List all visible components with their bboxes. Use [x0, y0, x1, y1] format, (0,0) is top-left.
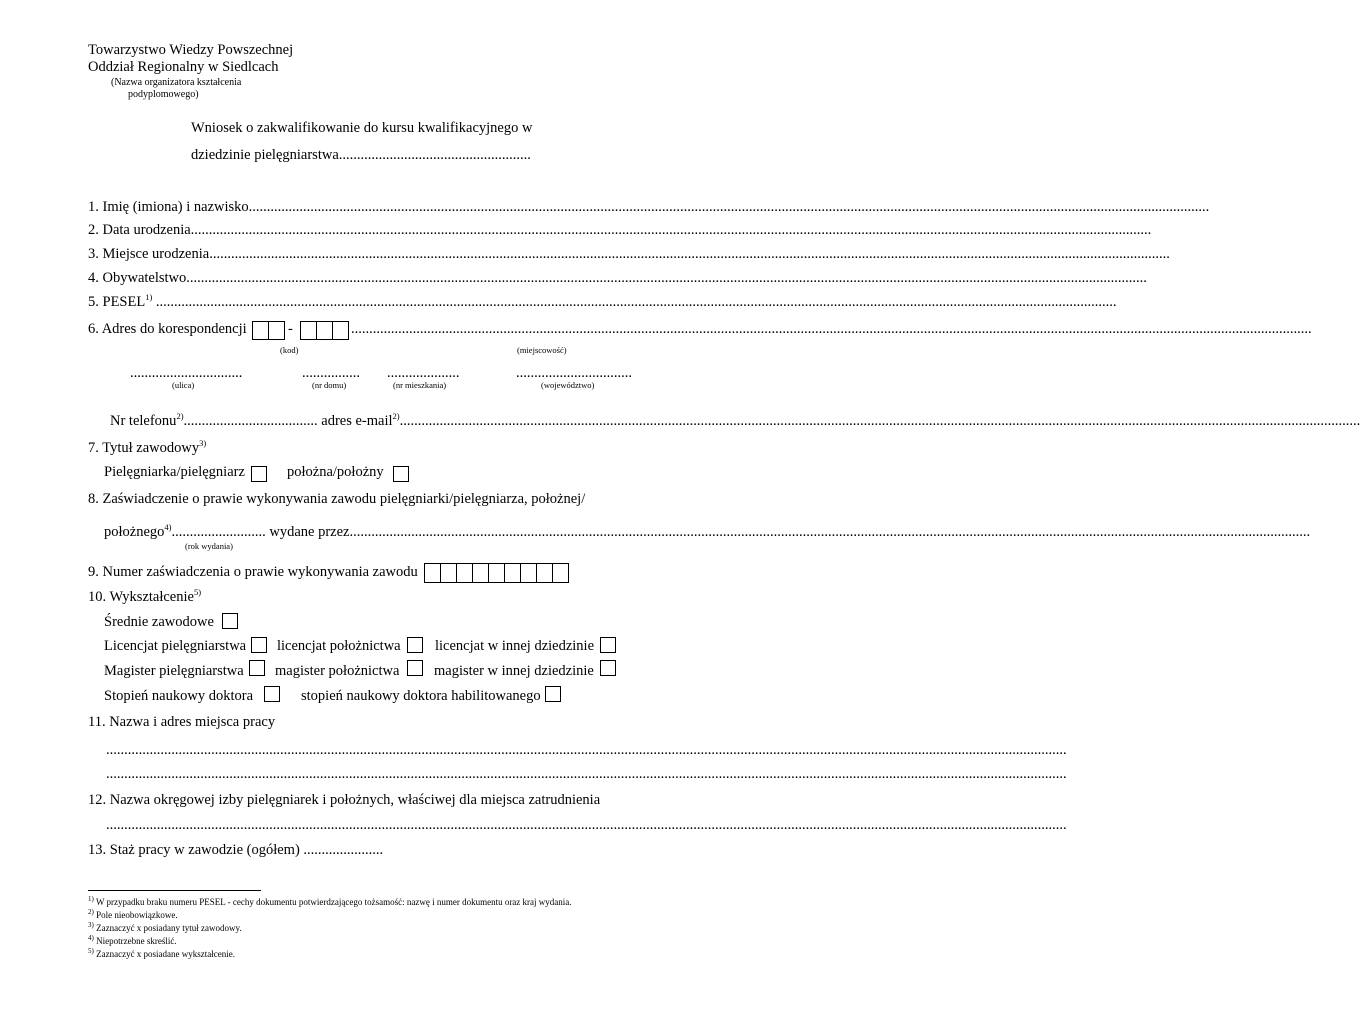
edu-mgr-midwifery-label: magister położnictwa: [275, 663, 400, 679]
license-issuer-blank[interactable]: .........................................................................................................................................................................................................................................................................: [349, 524, 1311, 540]
flat-number-blank[interactable]: ....................: [387, 365, 460, 381]
field-workplace: 11. Nazwa i adres miejsca pracy: [88, 714, 276, 730]
edu-habilitation-checkbox[interactable]: [545, 686, 561, 702]
field-name: 1. Imię (imiona) i nazwisko.........................................................................................................................................................................................................................................................................: [88, 199, 1210, 215]
postal-code-part2[interactable]: [300, 321, 349, 341]
field-license-number: 9. Numer zaświadczenia o prawie wykonywania zawodu: [88, 564, 418, 580]
edu-doctor-checkbox[interactable]: [264, 686, 280, 702]
field-license-line2: położnego$^{4)}$.......................... wydane przez.........................................................................................................................................................................................................................................................................: [104, 522, 1311, 540]
field-education: 10. Wykształcenie$^{5)}$: [88, 587, 202, 605]
organizer-name-line1: Towarzystwo Wiedzy Powszechnej: [88, 42, 294, 58]
workplace-blank-line2[interactable]: .........................................................................................................................................................................................................................................................................: [106, 766, 1067, 782]
edu-mgr-midwifery-checkbox[interactable]: [407, 660, 423, 676]
name-blank[interactable]: .........................................................................................................................................................................................................................................................................: [248, 199, 1210, 215]
chamber-blank[interactable]: .........................................................................................................................................................................................................................................................................: [106, 817, 1067, 833]
edu-mgr-nursing-checkbox[interactable]: [249, 660, 265, 676]
birth-place-blank[interactable]: .........................................................................................................................................................................................................................................................................: [209, 246, 1170, 262]
edu-lic-other-label: licencjat w innej dziedzinie: [435, 638, 595, 654]
edu-secondary-label: Średnie zawodowe: [104, 614, 214, 630]
caption-nr-domu: (nr domu): [312, 380, 347, 390]
edu-doctor-label: Stopień naukowy doktora: [104, 688, 254, 704]
workplace-blank-line1[interactable]: .........................................................................................................................................................................................................................................................................: [106, 742, 1067, 758]
edu-lic-other-checkbox[interactable]: [600, 637, 616, 653]
field-contact: Nr telefonu$^{2)}$..................................... adres e-mail$^{2)}$.........................................................................................................................................................................................................................................................................: [110, 411, 1360, 429]
phone-blank[interactable]: .....................................: [183, 413, 318, 429]
house-number-blank[interactable]: ................: [302, 365, 360, 381]
nurse-checkbox[interactable]: [251, 466, 267, 482]
caption-rok-wydania: (rok wydania): [185, 541, 233, 551]
edu-lic-nursing-checkbox[interactable]: [251, 637, 267, 653]
footnote-separator: [88, 890, 261, 891]
license-year-blank[interactable]: ..........................: [171, 524, 266, 540]
organizer-caption-line2: podyplomowego): [128, 89, 199, 100]
form-title-line1: Wniosek o zakwalifikowanie do kursu kwalifikacyjnego w: [191, 120, 533, 136]
organizer-caption-line1: (Nazwa organizatora kształcenia: [111, 77, 242, 88]
postal-code-dash: -: [288, 321, 293, 337]
footnote-1: $^{1)}$ W przypadku braku numeru PESEL - cechy dokumentu potwierdzającego tożsamość: nazwę i numer dokumentu oraz kraj wydania.: [88, 895, 572, 907]
voivodeship-blank[interactable]: ................................: [516, 365, 632, 381]
edu-lic-nursing-label: Licencjat pielęgniarstwa: [104, 638, 247, 654]
edu-secondary-checkbox[interactable]: [222, 613, 238, 629]
title-option-nurse: Pielęgniarka/pielęgniarz: [104, 464, 245, 480]
citizenship-blank[interactable]: .........................................................................................................................................................................................................................................................................: [186, 270, 1147, 286]
specialty-blank[interactable]: .....................................................: [338, 147, 531, 163]
field-pesel: 5. PESEL$^{1)}$ .........................................................................................................................................................................................................................................................................: [88, 292, 1117, 310]
pesel-blank[interactable]: .........................................................................................................................................................................................................................................................................: [155, 294, 1117, 310]
city-blank[interactable]: .........................................................................................................................................................................................................................................................................: [351, 321, 1312, 337]
edu-lic-midwifery-checkbox[interactable]: [407, 637, 423, 653]
edu-mgr-other-checkbox[interactable]: [600, 660, 616, 676]
field-chamber: 12. Nazwa okręgowej izby pielęgniarek i położnych, właściwej dla miejsca zatrudnienia: [88, 792, 601, 808]
field-address-label: 6. Adres do korespondencji: [88, 321, 247, 337]
caption-kod: (kod): [280, 345, 299, 355]
field-citizenship: 4. Obywatelstwo.........................................................................................................................................................................................................................................................................: [88, 270, 1147, 286]
footnote-2: $^{2)}$ Pole nieobowiązkowe.: [88, 908, 178, 920]
caption-miejscowosc: (miejscowość): [517, 345, 567, 355]
edu-habilitation-label: stopień naukowy doktora habilitowanego: [301, 688, 541, 704]
field-professional-title: 7. Tytuł zawodowy$^{3)}$: [88, 438, 207, 456]
field-birth-place: 3. Miejsce urodzenia.........................................................................................................................................................................................................................................................................: [88, 246, 1170, 262]
street-blank[interactable]: ...............................: [130, 365, 243, 381]
field-license-line1: 8. Zaświadczenie o prawie wykonywania zawodu pielęgniarki/pielęgniarza, położnej/: [88, 491, 586, 507]
edu-mgr-nursing-label: Magister pielęgniarstwa: [104, 663, 244, 679]
midwife-checkbox[interactable]: [393, 466, 409, 482]
organizer-name-line2: Oddział Regionalny w Siedlcach: [88, 59, 279, 75]
caption-ulica: (ulica): [172, 380, 195, 390]
postal-code-part1[interactable]: [252, 321, 285, 341]
footnote-3: $^{3)}$ Zaznaczyć x posiadany tytuł zawodowy.: [88, 921, 242, 933]
edu-lic-midwifery-label: licencjat położnictwa: [277, 638, 401, 654]
form-title-line2: dziedzinie pielęgniarstwa.....................................................: [191, 147, 531, 163]
field-seniority: 13. Staż pracy w zawodzie (ogółem) ......................: [88, 842, 384, 858]
license-number-cells[interactable]: [424, 563, 569, 584]
title-option-midwife: położna/położny: [287, 464, 384, 480]
footnote-5: $^{5)}$ Zaznaczyć x posiadane wykształcenie.: [88, 947, 236, 959]
footnote-4: $^{4)}$ Niepotrzebne skreślić.: [88, 934, 177, 946]
birth-date-blank[interactable]: .........................................................................................................................................................................................................................................................................: [190, 222, 1152, 238]
caption-wojewodztwo: (województwo): [541, 380, 595, 390]
caption-nr-mieszkania: (nr mieszkania): [393, 380, 447, 390]
field-birth-date: 2. Data urodzenia.........................................................................................................................................................................................................................................................................: [88, 222, 1152, 238]
edu-mgr-other-label: magister w innej dziedzinie: [434, 663, 594, 679]
seniority-blank[interactable]: ......................: [303, 842, 384, 858]
email-blank[interactable]: .........................................................................................................................................................................................................................................................................: [399, 413, 1360, 429]
